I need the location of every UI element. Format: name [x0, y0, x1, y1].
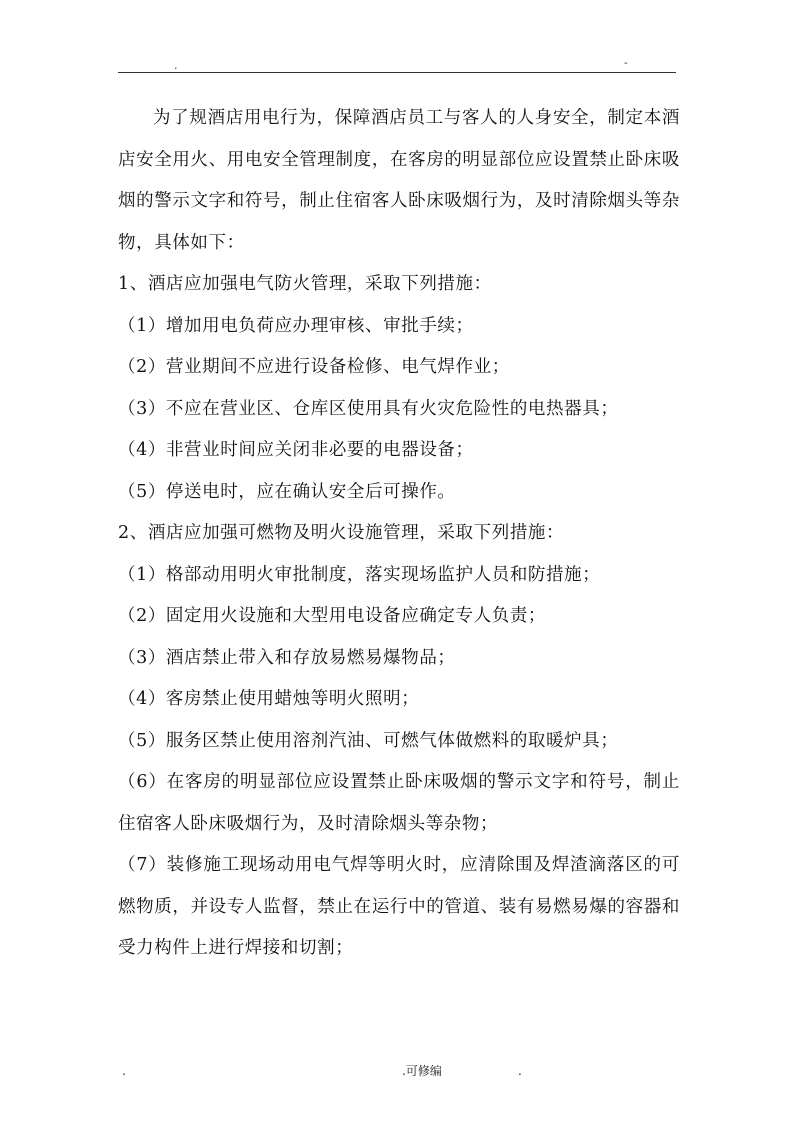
footer-left-mark: . — [122, 1064, 126, 1078]
section-2-item-7: （7）装修施工现场动用电气焊等明火时，应清除围及焊渣滴落区的可燃物质，并设专人监督，禁止在运行中的管道、装有易燃易爆的容器和受力构件上进行焊接和切割； — [118, 855, 680, 958]
section-1-item-4: （4）非营业时间应关闭非必要的电器设备； — [118, 440, 474, 460]
section-1-item-5: （5）停送电时，应在确认安全后可操作。 — [118, 481, 456, 502]
section-2-item-5: （5）服务区禁止使用溶剂汽油、可燃气体做燃料的取暖炉具； — [118, 730, 619, 751]
section-2-item-2: （2）固定用火设施和大型用电设备应确定专人负责； — [118, 606, 547, 626]
section-1-item-2: （2）营业期间不应进行设备检修、电气焊作业； — [118, 357, 510, 377]
section-2-item-1: （1）格部动用明火审批制度，落实现场监护人员和防措施； — [118, 564, 601, 585]
header-rule — [118, 72, 676, 73]
section-1-heading: 1、酒店应加强电气防火管理，采取下列措施： — [118, 274, 492, 294]
header-right-mark: - — [624, 56, 628, 69]
section-2-item-3: （3）酒店禁止带入和存放易燃易爆物品； — [118, 647, 456, 668]
header-left-mark: . — [174, 59, 178, 72]
section-1-item-1: （1）增加用电负荷应办理审核、审批手续； — [118, 315, 474, 336]
section-2-item-4: （4）客房禁止使用蜡烛等明火照明； — [118, 689, 420, 709]
intro-paragraph: 为了规酒店用电行为，保障酒店员工与客人的人身安全，制定本酒店安全用火、用电安全管理制度，在客房的明显部位应设置禁止卧床吸烟的警示文字和符号，制止住宿客人卧床吸烟行为，及时清除烟头等杂物，具体如下： — [118, 108, 680, 253]
document-body — [118, 98, 680, 970]
page-footer — [0, 1062, 794, 1082]
section-2-heading: 2、酒店应加强可燃物及明火设施管理，采取下列措施： — [118, 523, 565, 543]
section-2-item-6: （6）在客房的明显部位应设置禁止卧床吸烟的警示文字和符号，制止住宿客人卧床吸烟行为，及时清除烟头等杂物； — [118, 772, 680, 834]
section-1-item-3: （3）不应在营业区、仓库区使用具有火灾危险性的电热器具； — [118, 398, 619, 419]
footer-editable-note: .可修编 — [402, 1064, 442, 1078]
footer-right-mark: . — [518, 1064, 522, 1078]
